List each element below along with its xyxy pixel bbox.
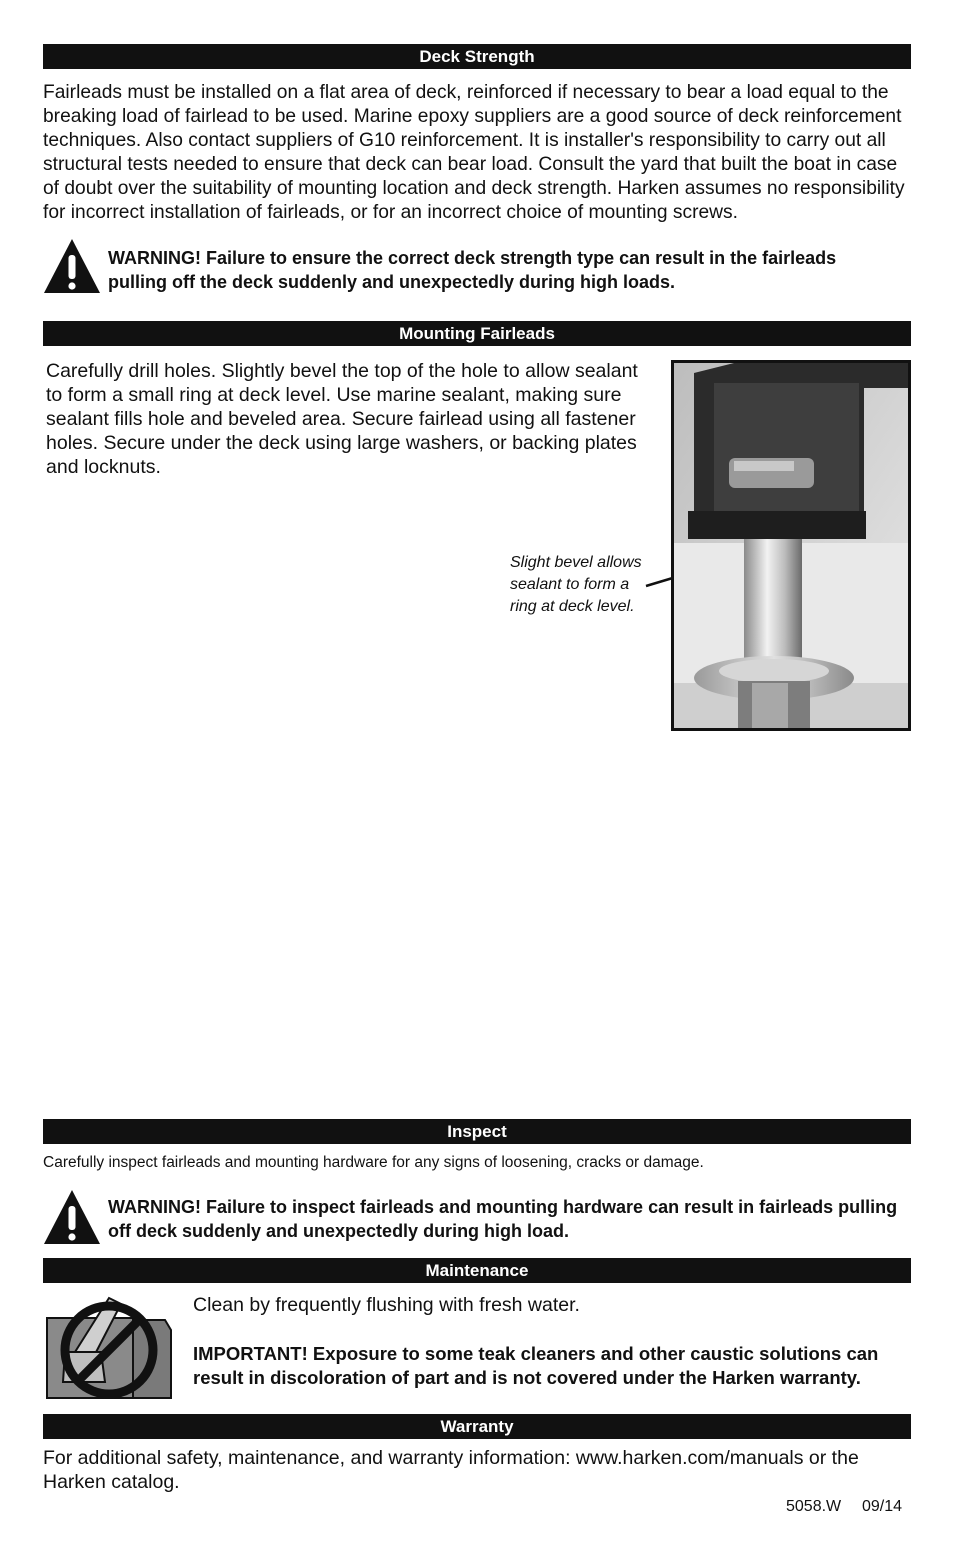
bevel-callout: Slight bevel allows sealant to form a ring at deck level. bbox=[510, 554, 642, 615]
fairlead-photo bbox=[671, 360, 911, 731]
section-header-warranty: Warranty bbox=[43, 1414, 911, 1439]
warranty-body: For additional safety, maintenance, and warranty information: www.harken.com/manuals or the Harken catalog. bbox=[43, 1447, 859, 1493]
maintenance-body: Clean by frequently flushing with fresh water. bbox=[193, 1294, 580, 1316]
warning-triangle-icon bbox=[43, 1188, 101, 1246]
inspect-warning: WARNING! Failure to inspect fairleads and mounting hardware can result in fairleads pulling off deck suddenly and unexpectedly during high load. bbox=[108, 1197, 898, 1241]
inspect-body: Carefully inspect fairleads and mounting hardware for any signs of loosening, cracks or damage. bbox=[43, 1154, 704, 1171]
maintenance-important: IMPORTANT! Exposure to some teak cleaners and other caustic solutions can result in discoloration of part and is not covered under the Harken warranty. bbox=[193, 1343, 879, 1388]
deck-strength-warning: WARNING! Failure to ensure the correct deck strength type can result in the fairleads pulling off the deck suddenly and unexpectedly during high loads. bbox=[108, 248, 837, 292]
document-date: 09/14 bbox=[862, 1498, 903, 1515]
deck-strength-body: Fairleads must be installed on a flat area of deck, reinforced if necessary to bear a load equal to the breaking load of fairlead to be used. Marine epoxy suppliers are a good source of deck reinforcement techniques. Also contact suppliers of G10 reinforcement. It is installer's responsibility to carry out all structural tests needed to ensure that deck can bear load. Consult the yard that built the boat in case of doubt over the suitability of mounting location and deck strength. Harken assumes no responsibility for incorrect installation of fairleads, or for an incorrect choice of mounting screws. bbox=[43, 81, 905, 223]
section-header-inspect: Inspect bbox=[43, 1119, 911, 1144]
warning-triangle-icon bbox=[43, 237, 101, 295]
fairlead-mounting-image bbox=[674, 363, 908, 728]
document-code: 5058.W bbox=[786, 1498, 842, 1515]
no-caustic-cleaner-icon bbox=[45, 1290, 177, 1402]
section-header-deck-strength: Deck Strength bbox=[43, 44, 911, 69]
section-header-mounting-fairleads: Mounting Fairleads bbox=[43, 321, 911, 346]
mounting-body: Carefully drill holes. Slightly bevel the top of the hole to allow sealant to form a small ring at deck level. Use marine sealant, making sure sealant fills hole and beveled area. Secure fairlead using all fastener holes. Secure under the deck using large washers, or backing plates and locknuts. bbox=[46, 360, 638, 478]
section-header-maintenance: Maintenance bbox=[43, 1258, 911, 1283]
